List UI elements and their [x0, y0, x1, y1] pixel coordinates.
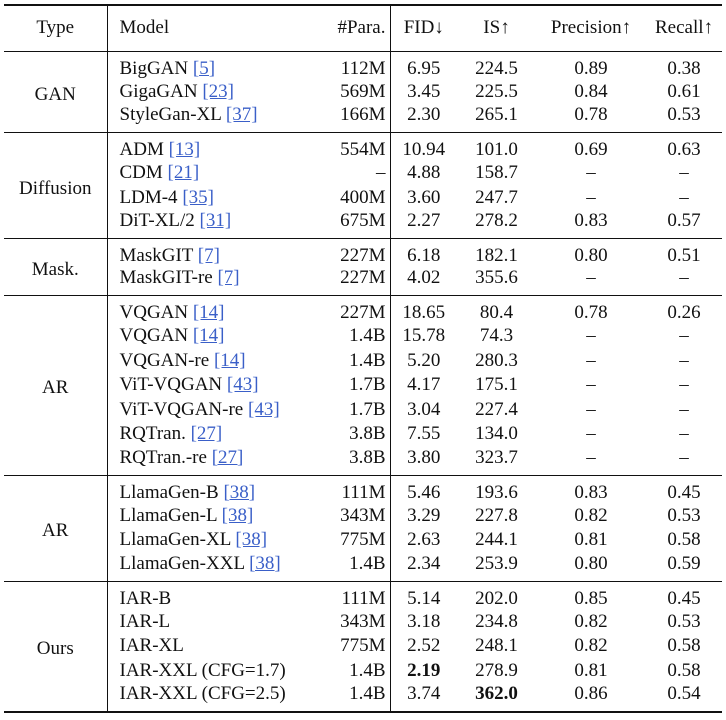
params-cell: 112M: [318, 51, 390, 80]
precision-cell: 0.81: [574, 529, 608, 551]
model-name: CDM: [119, 162, 168, 184]
fid-cell: 3.29: [407, 504, 441, 526]
params-cell: 1.4B: [318, 683, 390, 712]
table-row: [4, 683, 722, 712]
precision-cell: 0.89: [574, 57, 608, 79]
fid-cell: 15.78: [402, 325, 446, 347]
params-cell: 343M: [318, 610, 390, 635]
table-row: [4, 104, 722, 133]
recall-cell: –: [679, 398, 689, 420]
is-cell: 355.6: [475, 267, 518, 288]
model-name: ViT-VQGAN-re: [119, 398, 248, 420]
header-fid: FID↓: [390, 5, 457, 51]
header-is: IS↑: [457, 5, 536, 51]
citation-link[interactable]: [38]: [223, 481, 256, 503]
precision-cell: –: [586, 374, 596, 396]
params-cell: 227M: [318, 267, 390, 296]
params-cell: 227M: [318, 239, 390, 268]
citation-link[interactable]: [14]: [192, 302, 225, 323]
type-cell: AR: [4, 475, 107, 581]
citation-link[interactable]: [7]: [217, 267, 240, 288]
params-cell: 1.4B: [318, 553, 390, 582]
fid-cell: 3.04: [407, 398, 441, 420]
model-name: LlamaGen-XL: [119, 529, 236, 551]
precision-cell: 0.78: [574, 302, 608, 323]
table-group-mask-: [4, 239, 722, 296]
recall-cell: 0.58: [667, 635, 701, 657]
precision-cell: –: [586, 325, 596, 347]
recall-cell: 0.59: [667, 552, 701, 574]
fid-cell: 3.45: [407, 80, 441, 102]
model-name: MaskGIT: [119, 245, 198, 266]
params-cell: 554M: [318, 133, 390, 162]
model-cell: [107, 659, 318, 684]
table-row: [4, 296, 722, 325]
table-row: [4, 373, 722, 398]
fid-cell: 4.88: [407, 162, 441, 184]
model-cell: [107, 610, 318, 635]
table-header: [4, 5, 722, 51]
precision-cell: 0.78: [574, 104, 608, 125]
recall-cell: 0.51: [667, 245, 701, 266]
table-row: [4, 398, 722, 423]
header-model: Model: [107, 5, 318, 51]
is-cell: 278.9: [475, 659, 518, 681]
citation-link[interactable]: [27]: [211, 446, 244, 468]
precision-cell: 0.82: [574, 610, 608, 632]
precision-cell: –: [586, 186, 596, 208]
citation-link[interactable]: [31]: [199, 210, 232, 231]
precision-cell: –: [586, 446, 596, 468]
model-name: RQTran.-re: [119, 446, 212, 468]
fid-cell: 2.19: [407, 659, 441, 681]
recall-cell: 0.45: [667, 587, 701, 609]
table-row: [4, 475, 722, 504]
recall-cell: 0.58: [667, 529, 701, 551]
model-name: RQTran.: [119, 423, 191, 445]
is-cell: 323.7: [475, 446, 518, 468]
model-name: IAR-XXL (CFG=2.5): [119, 683, 286, 704]
model-name: IAR-XL: [119, 635, 184, 657]
model-cell: [107, 239, 318, 268]
model-name: GigaGAN: [119, 80, 203, 102]
model-name: BigGAN: [119, 57, 193, 79]
params-cell: 1.7B: [318, 373, 390, 398]
fid-cell: 3.18: [407, 610, 441, 632]
params-cell: 111M: [318, 581, 390, 610]
model-cell: [107, 267, 318, 296]
model-name: ViT-VQGAN: [119, 374, 227, 396]
recall-cell: –: [679, 267, 689, 288]
precision-cell: 0.85: [574, 587, 608, 609]
params-cell: 227M: [318, 296, 390, 325]
is-cell: 362.0: [475, 683, 518, 704]
table-row: [4, 324, 722, 349]
recall-cell: 0.61: [667, 80, 701, 102]
model-cell: [107, 422, 318, 447]
results-table: [4, 4, 722, 713]
model-cell: [107, 634, 318, 659]
table-row: [4, 267, 722, 296]
params-cell: 3.8B: [318, 447, 390, 476]
model-name: VQGAN: [119, 302, 193, 323]
table-row: [4, 349, 722, 374]
table-row: [4, 161, 722, 186]
fid-cell: 10.94: [402, 139, 446, 160]
citation-link[interactable]: [23]: [202, 80, 235, 102]
recall-cell: 0.53: [667, 104, 701, 125]
is-cell: 80.4: [479, 302, 514, 323]
is-cell: 227.8: [475, 504, 518, 526]
recall-cell: 0.63: [667, 139, 701, 160]
table-group-ours: [4, 581, 722, 712]
fid-cell: 3.80: [407, 446, 441, 468]
header-precision: Precision↑: [536, 5, 646, 51]
table-row: [4, 659, 722, 684]
precision-cell: –: [586, 398, 596, 420]
fid-cell: 4.17: [407, 374, 441, 396]
fid-cell: 2.30: [407, 104, 441, 125]
recall-cell: 0.38: [667, 57, 701, 79]
params-cell: 775M: [318, 528, 390, 553]
model-name: LlamaGen-B: [119, 481, 224, 503]
recall-cell: –: [679, 186, 689, 208]
citation-link[interactable]: [14]: [213, 349, 246, 371]
precision-cell: 0.84: [574, 80, 608, 102]
is-cell: 278.2: [475, 210, 518, 231]
recall-cell: 0.57: [667, 210, 701, 231]
model-cell: [107, 186, 318, 211]
is-cell: 225.5: [475, 80, 518, 102]
recall-cell: 0.53: [667, 610, 701, 632]
header-params: #Para.: [318, 5, 390, 51]
model-name: MaskGIT-re: [119, 267, 218, 288]
params-cell: 1.4B: [318, 349, 390, 374]
fid-cell: 5.46: [407, 481, 441, 503]
table-group-ar: [4, 475, 722, 581]
citation-link[interactable]: [38]: [221, 504, 254, 526]
precision-cell: 0.86: [574, 683, 608, 704]
model-cell: [107, 51, 318, 80]
citation-link[interactable]: [43]: [226, 374, 259, 396]
citation-link[interactable]: [13]: [168, 139, 201, 160]
recall-cell: 0.26: [667, 302, 701, 323]
model-name: IAR-L: [119, 610, 171, 632]
params-cell: 775M: [318, 634, 390, 659]
is-cell: 234.8: [475, 610, 518, 632]
is-cell: 265.1: [475, 104, 518, 125]
is-cell: 244.1: [475, 529, 518, 551]
fid-cell: 3.60: [407, 186, 441, 208]
precision-cell: 0.81: [574, 659, 608, 681]
citation-link[interactable]: [38]: [249, 552, 281, 574]
model-cell: [107, 683, 318, 712]
precision-cell: 0.82: [574, 635, 608, 657]
fid-cell: 7.55: [407, 423, 441, 445]
is-cell: 280.3: [475, 349, 518, 371]
is-cell: 74.3: [479, 325, 514, 347]
recall-cell: 0.54: [667, 683, 701, 704]
citation-link[interactable]: [43]: [248, 398, 280, 420]
model-cell: [107, 447, 318, 476]
table-row: [4, 528, 722, 553]
recall-cell: 0.45: [667, 481, 701, 503]
is-cell: 158.7: [475, 162, 518, 184]
model-name: IAR-XXL (CFG=1.7): [119, 659, 286, 681]
precision-cell: –: [586, 423, 596, 445]
model-cell: [107, 398, 318, 423]
model-name: LDM-4: [119, 186, 183, 208]
model-cell: [107, 504, 318, 529]
table-row: [4, 133, 722, 162]
fid-cell: 2.27: [407, 210, 441, 231]
fid-cell: 2.34: [407, 552, 441, 574]
table-row: [4, 610, 722, 635]
fid-cell: 3.74: [407, 683, 441, 704]
table-group-diffusion: [4, 133, 722, 239]
recall-cell: –: [679, 374, 689, 396]
precision-cell: 0.80: [574, 552, 608, 574]
model-name: LlamaGen-L: [119, 504, 222, 526]
type-cell: Mask.: [4, 239, 107, 296]
precision-cell: 0.83: [574, 481, 608, 503]
fid-cell: 6.18: [407, 245, 441, 266]
is-cell: 247.7: [475, 186, 518, 208]
header-recall: Recall↑: [646, 5, 722, 51]
params-cell: 166M: [318, 104, 390, 133]
citation-link[interactable]: [38]: [235, 529, 268, 551]
model-cell: [107, 133, 318, 162]
header-type: Type: [4, 5, 107, 51]
model-name: StyleGan-XL: [119, 104, 226, 125]
table-group-ar: [4, 296, 722, 476]
table-row: [4, 51, 722, 80]
is-cell: 175.1: [475, 374, 518, 396]
is-cell: 193.6: [475, 481, 518, 503]
params-cell: 675M: [318, 210, 390, 239]
is-cell: 101.0: [475, 139, 518, 160]
header-row: [4, 5, 722, 51]
model-cell: [107, 324, 318, 349]
precision-cell: 0.82: [574, 504, 608, 526]
precision-cell: 0.83: [574, 210, 608, 231]
table-row: [4, 80, 722, 105]
table-row: [4, 581, 722, 610]
precision-cell: –: [586, 267, 596, 288]
model-cell: [107, 528, 318, 553]
type-cell: AR: [4, 296, 107, 476]
type-cell: GAN: [4, 51, 107, 133]
recall-cell: –: [679, 349, 689, 371]
citation-link[interactable]: [5]: [192, 57, 216, 79]
model-name: VQGAN: [119, 325, 193, 347]
is-cell: 227.4: [475, 398, 518, 420]
table-row: [4, 186, 722, 211]
precision-cell: –: [586, 162, 596, 184]
table-row: [4, 504, 722, 529]
precision-cell: 0.69: [574, 139, 608, 160]
precision-cell: –: [586, 349, 596, 371]
table-group-gan: [4, 51, 722, 133]
model-name: ADM: [119, 139, 169, 160]
model-cell: [107, 80, 318, 105]
model-cell: [107, 553, 318, 582]
recall-cell: 0.58: [667, 659, 701, 681]
type-cell: Diffusion: [4, 133, 107, 239]
fid-cell: 5.14: [407, 587, 441, 609]
table-row: [4, 553, 722, 582]
table-row: [4, 447, 722, 476]
params-cell: 1.4B: [318, 324, 390, 349]
is-cell: 182.1: [475, 245, 518, 266]
model-cell: [107, 296, 318, 325]
model-cell: [107, 349, 318, 374]
recall-cell: –: [679, 162, 689, 184]
recall-cell: –: [679, 423, 689, 445]
precision-cell: 0.80: [574, 245, 608, 266]
is-cell: 253.9: [475, 552, 518, 574]
type-cell: Ours: [4, 581, 107, 712]
params-cell: 400M: [318, 186, 390, 211]
params-cell: 569M: [318, 80, 390, 105]
model-cell: [107, 210, 318, 239]
fid-cell: 18.65: [402, 302, 446, 323]
params-cell: 111M: [318, 475, 390, 504]
model-cell: [107, 161, 318, 186]
model-cell: [107, 475, 318, 504]
model-cell: [107, 104, 318, 133]
model-name: DiT-XL/2: [119, 210, 200, 231]
is-cell: 248.1: [475, 635, 518, 657]
citation-link[interactable]: [14]: [192, 325, 225, 347]
fid-cell: 2.52: [407, 635, 441, 657]
params-cell: –: [318, 161, 390, 186]
table-row: [4, 634, 722, 659]
params-cell: 1.4B: [318, 659, 390, 684]
citation-link[interactable]: [35]: [182, 186, 214, 208]
is-cell: 224.5: [475, 57, 518, 79]
params-cell: 343M: [318, 504, 390, 529]
citation-link[interactable]: [21]: [167, 162, 200, 184]
fid-cell: 5.20: [407, 349, 441, 371]
citation-link[interactable]: [27]: [190, 423, 223, 445]
citation-link[interactable]: [7]: [197, 245, 220, 266]
fid-cell: 2.63: [407, 529, 441, 551]
recall-cell: –: [679, 446, 689, 468]
table-row: [4, 422, 722, 447]
recall-cell: –: [679, 325, 689, 347]
is-cell: 134.0: [475, 423, 518, 445]
is-cell: 202.0: [475, 587, 518, 609]
fid-cell: 4.02: [407, 267, 441, 288]
model-cell: [107, 373, 318, 398]
model-name: VQGAN-re: [119, 349, 214, 371]
citation-link[interactable]: [37]: [225, 104, 258, 125]
model-name: IAR-B: [119, 587, 172, 609]
params-cell: 3.8B: [318, 422, 390, 447]
recall-cell: 0.53: [667, 504, 701, 526]
table-row: [4, 210, 722, 239]
model-cell: [107, 581, 318, 610]
fid-cell: 6.95: [407, 57, 441, 79]
params-cell: 1.7B: [318, 398, 390, 423]
model-name: LlamaGen-XXL: [119, 552, 250, 574]
table-row: [4, 239, 722, 268]
